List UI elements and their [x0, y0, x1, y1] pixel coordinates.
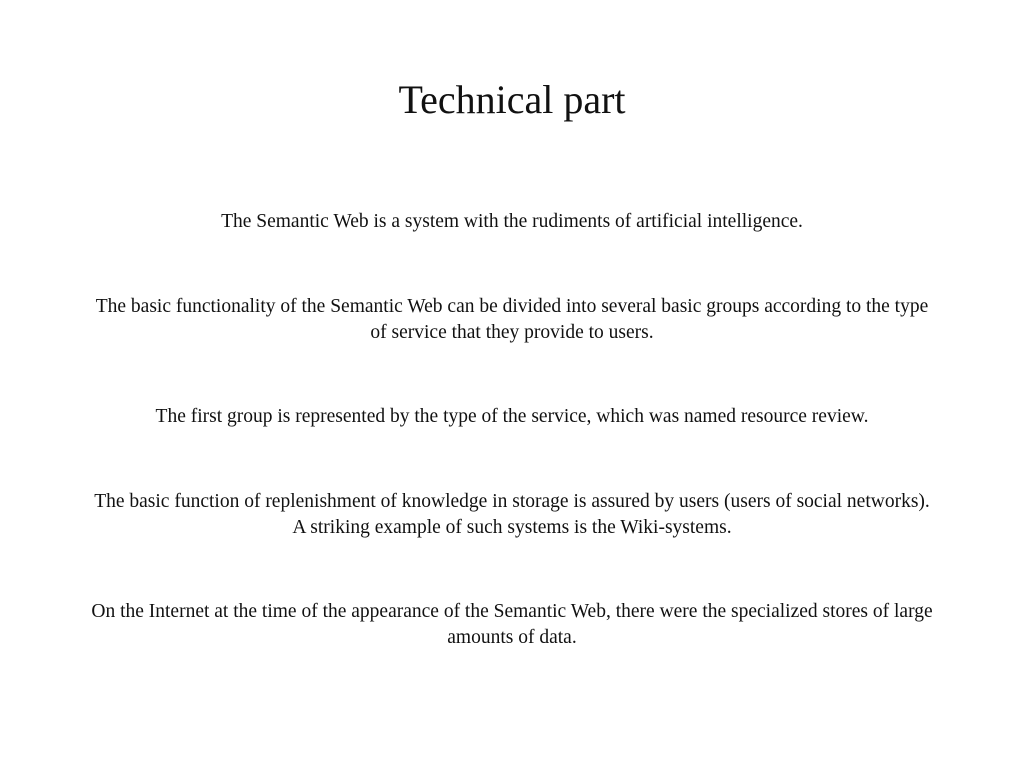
paragraph-specialized-stores [28, 599, 996, 651]
paragraph-line: On the Internet at the time of the appearance of the Semantic Web, there were the specialized stores of large [91, 601, 933, 622]
paragraph-semantic-web-definition [28, 209, 996, 235]
paragraph-basic-functionality [28, 294, 996, 346]
paragraph-line: The first group is represented by the type of the service, which was named resource review. [155, 406, 869, 427]
paragraph-line: of service that they provide to users. [370, 322, 654, 343]
paragraph-line: A striking example of such systems is the Wiki-systems. [292, 517, 732, 538]
paragraph-line: amounts of data. [447, 627, 577, 648]
paragraph-line: The basic function of replenishment of knowledge in storage is assured by users (users of social networks). [94, 491, 930, 512]
paragraph-line: The basic functionality of the Semantic Web can be divided into several basic groups according to the type [95, 296, 929, 317]
paragraph-knowledge-replenishment [28, 489, 996, 541]
paragraph-first-group [28, 404, 996, 430]
paragraph-line: The Semantic Web is a system with the rudiments of artificial intelligence. [221, 211, 803, 232]
slide-title: Technical part [398, 77, 626, 122]
